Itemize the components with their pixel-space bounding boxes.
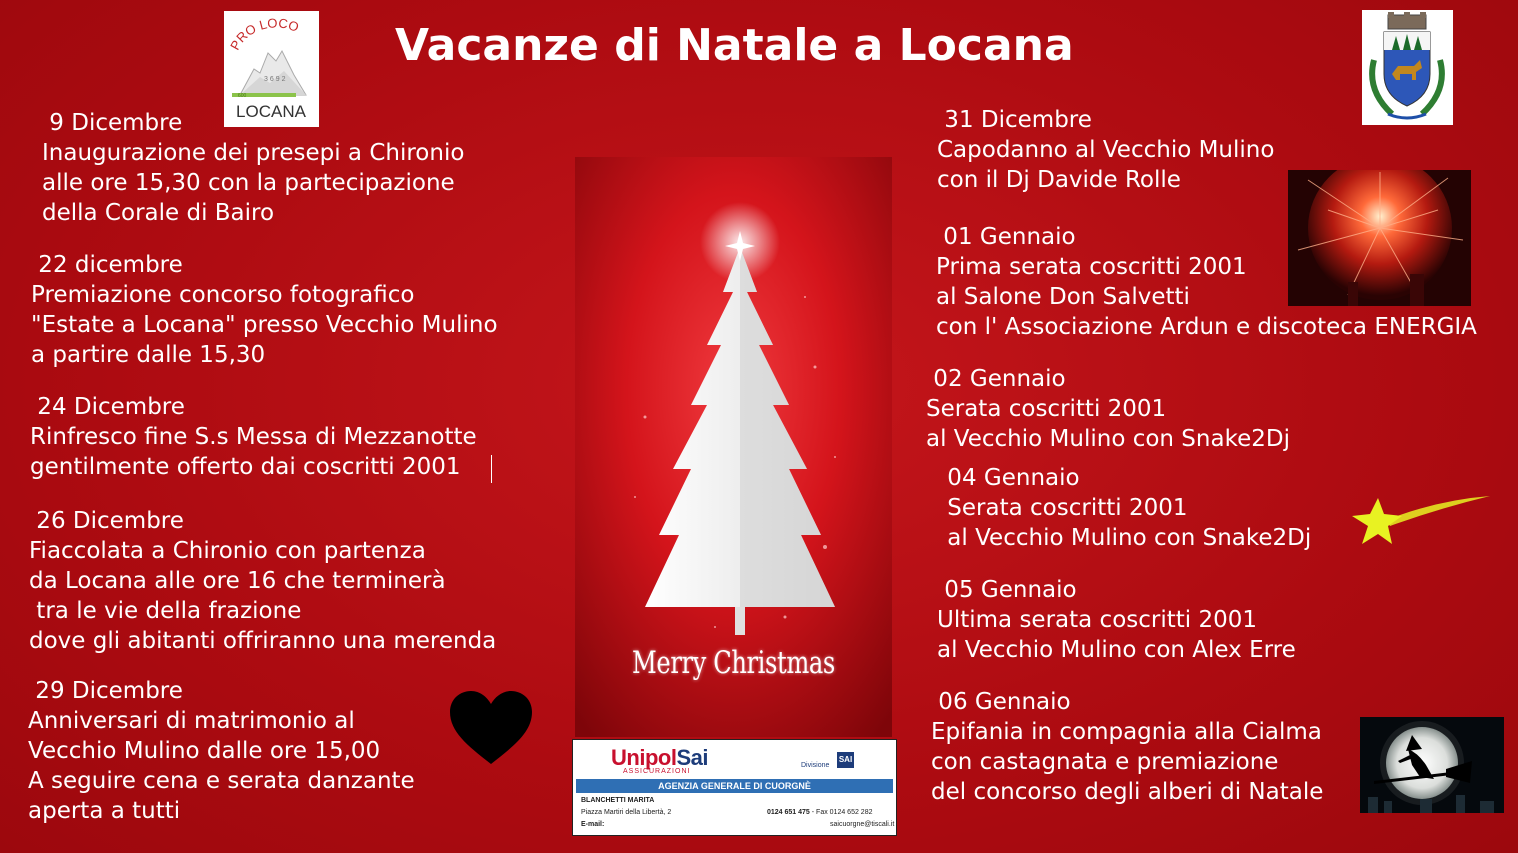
event-date: 04 Gennaio bbox=[940, 465, 1080, 491]
event-line: A seguire cena e serata danzante bbox=[28, 768, 415, 794]
event-line: Fiaccolata a Chironio con partenza bbox=[29, 538, 426, 564]
event-line: Epifania in compagnia alla Cialma bbox=[931, 719, 1322, 745]
event-line: Vecchio Mulino dalle ore 15,00 bbox=[28, 738, 381, 764]
ad-phone-fax bbox=[767, 809, 872, 816]
ad-email: saicuorgne@tiscali.it bbox=[830, 821, 895, 828]
logo-top-text: PRO LOCO bbox=[227, 15, 301, 53]
event-date: 22 dicembre bbox=[31, 252, 183, 278]
event-line: da Locana alle ore 16 che terminerà bbox=[29, 568, 446, 594]
ad-brand-b: Sai bbox=[676, 745, 708, 770]
event-line: Ultima serata coscritti 2001 bbox=[937, 607, 1258, 633]
event-date: 05 Gennaio bbox=[937, 577, 1077, 603]
coat-of-arms-icon bbox=[1362, 10, 1453, 125]
heart-icon bbox=[448, 690, 534, 766]
event-date: 29 Dicembre bbox=[28, 678, 183, 704]
ad-division-label: Divisione bbox=[801, 762, 830, 769]
event-line: Inaugurazione dei presepi a Chironio bbox=[42, 140, 465, 166]
event-date: 01 Gennaio bbox=[936, 224, 1076, 250]
ad-brand-sub: ASSICURAZIONI bbox=[623, 768, 691, 775]
event-line: del concorso degli alberi di Natale bbox=[931, 779, 1324, 805]
event-line: dove gli abitanti offriranno una merenda bbox=[29, 628, 497, 654]
event-22-dicembre bbox=[31, 250, 498, 370]
event-line: Rinfresco fine S.s Messa di Mezzanotte bbox=[30, 424, 477, 450]
event-line: Serata coscritti 2001 bbox=[940, 495, 1188, 521]
logo-altitude: 3692 bbox=[264, 76, 288, 83]
text-cursor bbox=[491, 455, 492, 483]
ad-name: BLANCHETTI MARITA bbox=[581, 797, 655, 804]
ad-division-badge: SAI bbox=[837, 752, 854, 768]
event-line: con castagnata e premiazione bbox=[931, 749, 1279, 775]
event-29-dicembre bbox=[28, 676, 415, 826]
befana-witch-image bbox=[1360, 717, 1504, 813]
event-date: 31 Dicembre bbox=[937, 107, 1092, 133]
shooting-star-icon bbox=[1348, 492, 1490, 554]
event-line: "Estate a Locana" presso Vecchio Mulino bbox=[31, 312, 498, 338]
event-02-gennaio bbox=[926, 364, 1290, 454]
event-line: a partire dalle 15,30 bbox=[31, 342, 266, 368]
event-line: aperta a tutti bbox=[28, 798, 181, 824]
ad-fax: - Fax 0124 652 282 bbox=[809, 809, 873, 816]
event-line: al Salone Don Salvetti bbox=[936, 284, 1190, 310]
event-26-dicembre bbox=[29, 506, 496, 656]
logo-name: LOCANA bbox=[236, 102, 306, 121]
event-24-dicembre bbox=[30, 392, 477, 482]
event-9-dicembre bbox=[42, 108, 464, 228]
event-line: al Vecchio Mulino con Snake2Dj bbox=[926, 426, 1290, 452]
event-line: gentilmente offerto dai coscritti 2001 bbox=[30, 454, 461, 480]
unipolsai-ad bbox=[572, 739, 897, 836]
ad-address: Piazza Martiri della Libertà, 2 bbox=[581, 809, 672, 816]
event-line: della Corale di Bairo bbox=[42, 200, 275, 226]
event-date: 26 Dicembre bbox=[29, 508, 184, 534]
fireworks-image bbox=[1288, 170, 1471, 306]
merry-christmas-text: Merry Christmas bbox=[632, 645, 835, 681]
event-05-gennaio bbox=[937, 575, 1296, 665]
event-line: al Vecchio Mulino con Snake2Dj bbox=[940, 525, 1312, 551]
event-line: tra le vie della frazione bbox=[29, 598, 302, 624]
event-line: al Vecchio Mulino con Alex Erre bbox=[937, 637, 1296, 663]
event-line: alle ore 15,30 con la partecipazione bbox=[42, 170, 455, 196]
event-06-gennaio bbox=[931, 687, 1323, 807]
christmas-tree-image bbox=[575, 157, 892, 737]
event-line: Anniversari di matrimonio al bbox=[28, 708, 355, 734]
event-date: 06 Gennaio bbox=[931, 689, 1071, 715]
event-date: 24 Dicembre bbox=[30, 394, 185, 420]
ad-agency: AGENZIA GENERALE DI CUORGNÈ bbox=[576, 779, 893, 793]
event-line: con il Dj Davide Rolle bbox=[937, 167, 1181, 193]
event-line: Prima serata coscritti 2001 bbox=[936, 254, 1247, 280]
page-title: Vacanze di Natale a Locana bbox=[395, 20, 1074, 71]
ad-brand-a: Unipol bbox=[611, 745, 677, 770]
event-04-gennaio bbox=[940, 463, 1311, 553]
ad-email-label: E-mail: bbox=[581, 821, 605, 828]
logo-altitude-low: 600 bbox=[238, 93, 247, 99]
ad-phone: 0124 651 475 bbox=[767, 809, 810, 816]
event-line: Capodanno al Vecchio Mulino bbox=[937, 137, 1275, 163]
event-31-dicembre bbox=[937, 105, 1274, 195]
event-line: Premiazione concorso fotografico bbox=[31, 282, 415, 308]
event-date: 02 Gennaio bbox=[926, 366, 1066, 392]
event-line: con l' Associazione Ardun e discoteca ENERGIA bbox=[936, 314, 1477, 340]
event-line: Serata coscritti 2001 bbox=[926, 396, 1167, 422]
event-date: 9 Dicembre bbox=[42, 110, 183, 136]
